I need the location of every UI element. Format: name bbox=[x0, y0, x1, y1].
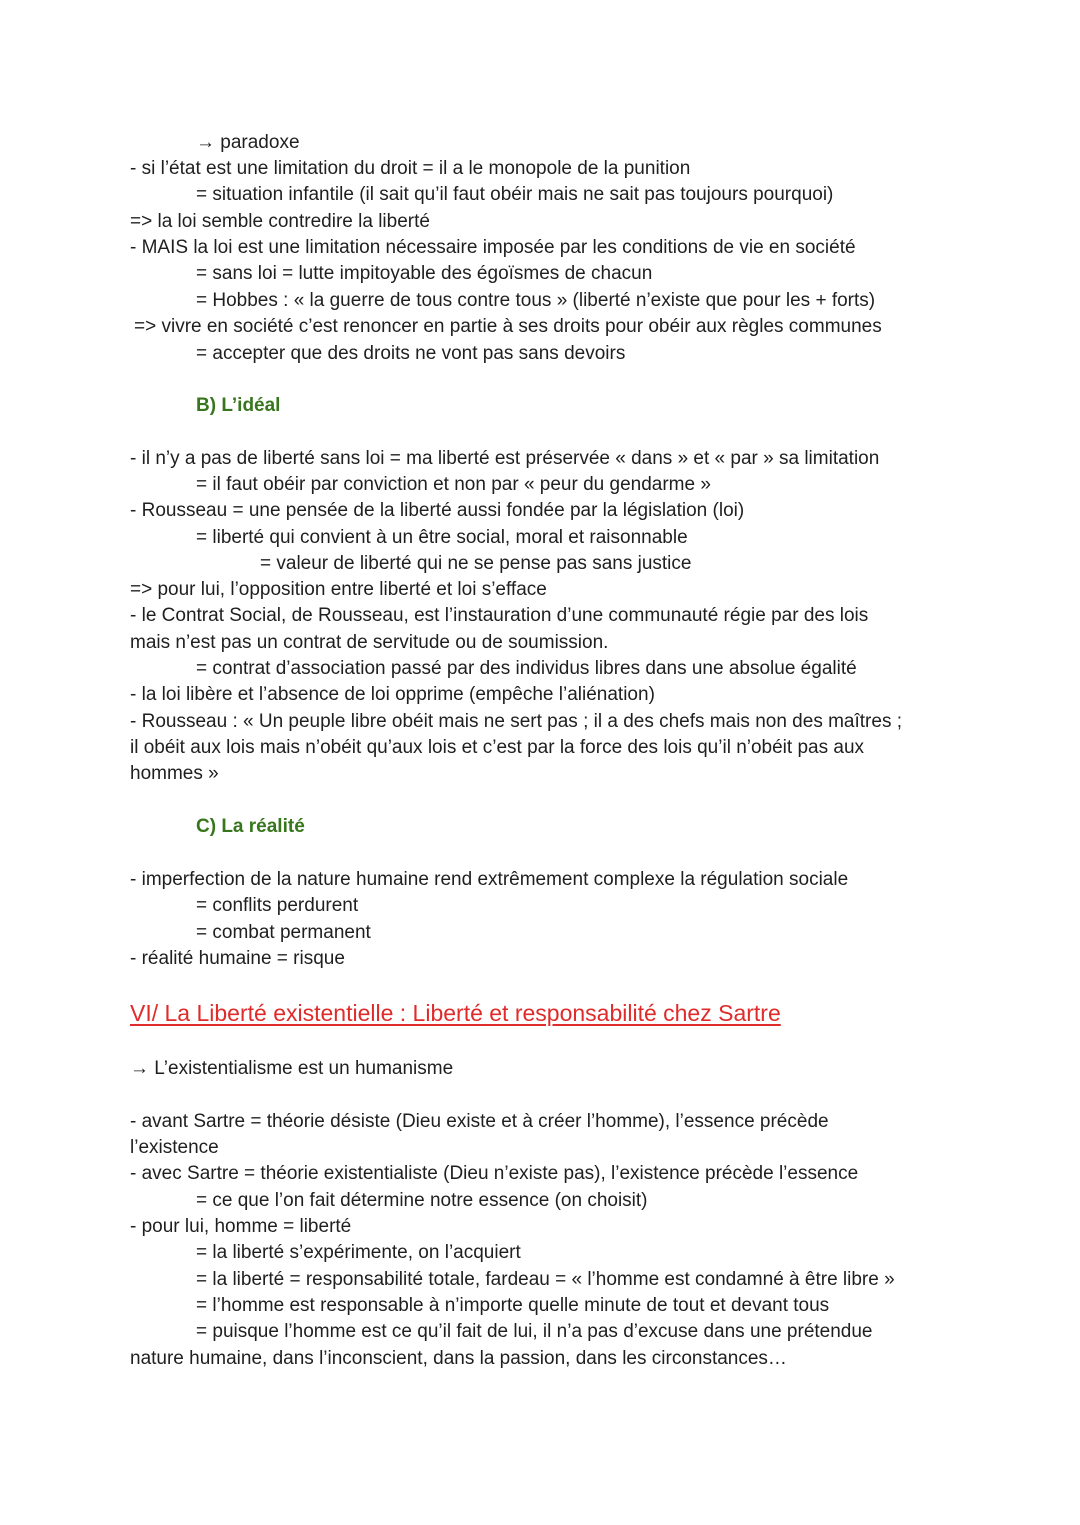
text-line: => la loi semble contredire la liberté bbox=[130, 211, 430, 232]
text-line: - avant Sartre = théorie désiste (Dieu existe et à créer l’homme), l’essence précède bbox=[130, 1111, 829, 1132]
text-line: - Rousseau : « Un peuple libre obéit mais ne sert pas ; il a des chefs mais non des maîtres ; bbox=[130, 711, 902, 732]
text-line: = sans loi = lutte impitoyable des égoïsmes de chacun bbox=[196, 263, 653, 284]
text-line: il obéit aux lois mais n’obéit qu’aux lois et c’est par la force des lois qu’il n’obéit pas aux bbox=[130, 737, 865, 758]
text-line: l’existence bbox=[130, 1137, 219, 1158]
text-line: - la loi libère et l’absence de loi opprime (empêche l’aliénation) bbox=[130, 684, 655, 705]
text-line: nature humaine, dans l’inconscient, dans la passion, dans les circonstances… bbox=[130, 1348, 787, 1369]
text-line: = la liberté = responsabilité totale, fardeau = « l’homme est condamné à être libre » bbox=[196, 1269, 895, 1290]
text-line: → paradoxe bbox=[196, 132, 300, 153]
text-line: => vivre en société c’est renoncer en partie à ses droits pour obéir aux règles communes bbox=[134, 316, 882, 337]
text-line: - pour lui, homme = liberté bbox=[130, 1216, 352, 1237]
text-line: = il faut obéir par conviction et non par « peur du gendarme » bbox=[196, 474, 711, 495]
text-line: = la liberté s’expérimente, on l’acquiert bbox=[196, 1242, 521, 1263]
text-line: = accepter que des droits ne vont pas sans devoirs bbox=[196, 343, 626, 364]
text-line: - si l’état est une limitation du droit = il a le monopole de la punition bbox=[130, 158, 691, 179]
text-line: = Hobbes : « la guerre de tous contre tous » (liberté n’existe que pour les + forts) bbox=[196, 290, 876, 311]
text-line: = l’homme est responsable à n’importe quelle minute de tout et devant tous bbox=[196, 1295, 830, 1316]
text-line: = ce que l’on fait détermine notre essence (on choisit) bbox=[196, 1190, 648, 1211]
text-line: - avec Sartre = théorie existentialiste (Dieu n’existe pas), l’existence précède l’essence bbox=[130, 1163, 859, 1184]
section-heading-vi: VI/ La Liberté existentielle : Liberté et responsabilité chez Sartre bbox=[130, 1000, 781, 1026]
text-line: → L’existentialisme est un humanisme bbox=[130, 1058, 454, 1079]
subheading-reality: C) La réalité bbox=[196, 816, 305, 837]
text-line: = puisque l’homme est ce qu’il fait de lui, il n’a pas d’excuse dans une prétendue bbox=[196, 1321, 873, 1342]
text-line: - le Contrat Social, de Rousseau, est l’instauration d’une communauté régie par des lois bbox=[130, 605, 869, 626]
subheading-ideal: B) L’idéal bbox=[196, 395, 281, 416]
text-line: - réalité humaine = risque bbox=[130, 948, 345, 969]
text-line: => pour lui, l’opposition entre liberté et loi s’efface bbox=[130, 579, 547, 600]
text-line: mais n’est pas un contrat de servitude ou de soumission. bbox=[130, 632, 609, 653]
text-line: - MAIS la loi est une limitation nécessaire imposée par les conditions de vie en société bbox=[130, 237, 856, 258]
text-line: = situation infantile (il sait qu’il faut obéir mais ne sait pas toujours pourquoi) bbox=[196, 184, 834, 205]
text-line: = contrat d’association passé par des individus libres dans une absolue égalité bbox=[196, 658, 857, 679]
text-line: - Rousseau = une pensée de la liberté aussi fondée par la législation (loi) bbox=[130, 500, 745, 521]
text-line: hommes » bbox=[130, 763, 219, 784]
text-line: = combat permanent bbox=[196, 922, 371, 943]
text-line: = liberté qui convient à un être social, moral et raisonnable bbox=[196, 527, 688, 548]
text-line: = conflits perdurent bbox=[196, 895, 359, 916]
text-line: - imperfection de la nature humaine rend extrêmement complexe la régulation sociale bbox=[130, 869, 849, 890]
text-line: = valeur de liberté qui ne se pense pas sans justice bbox=[260, 553, 692, 574]
text-line: - il n’y a pas de liberté sans loi = ma liberté est préservée « dans » et « par » sa limitation bbox=[130, 448, 880, 469]
